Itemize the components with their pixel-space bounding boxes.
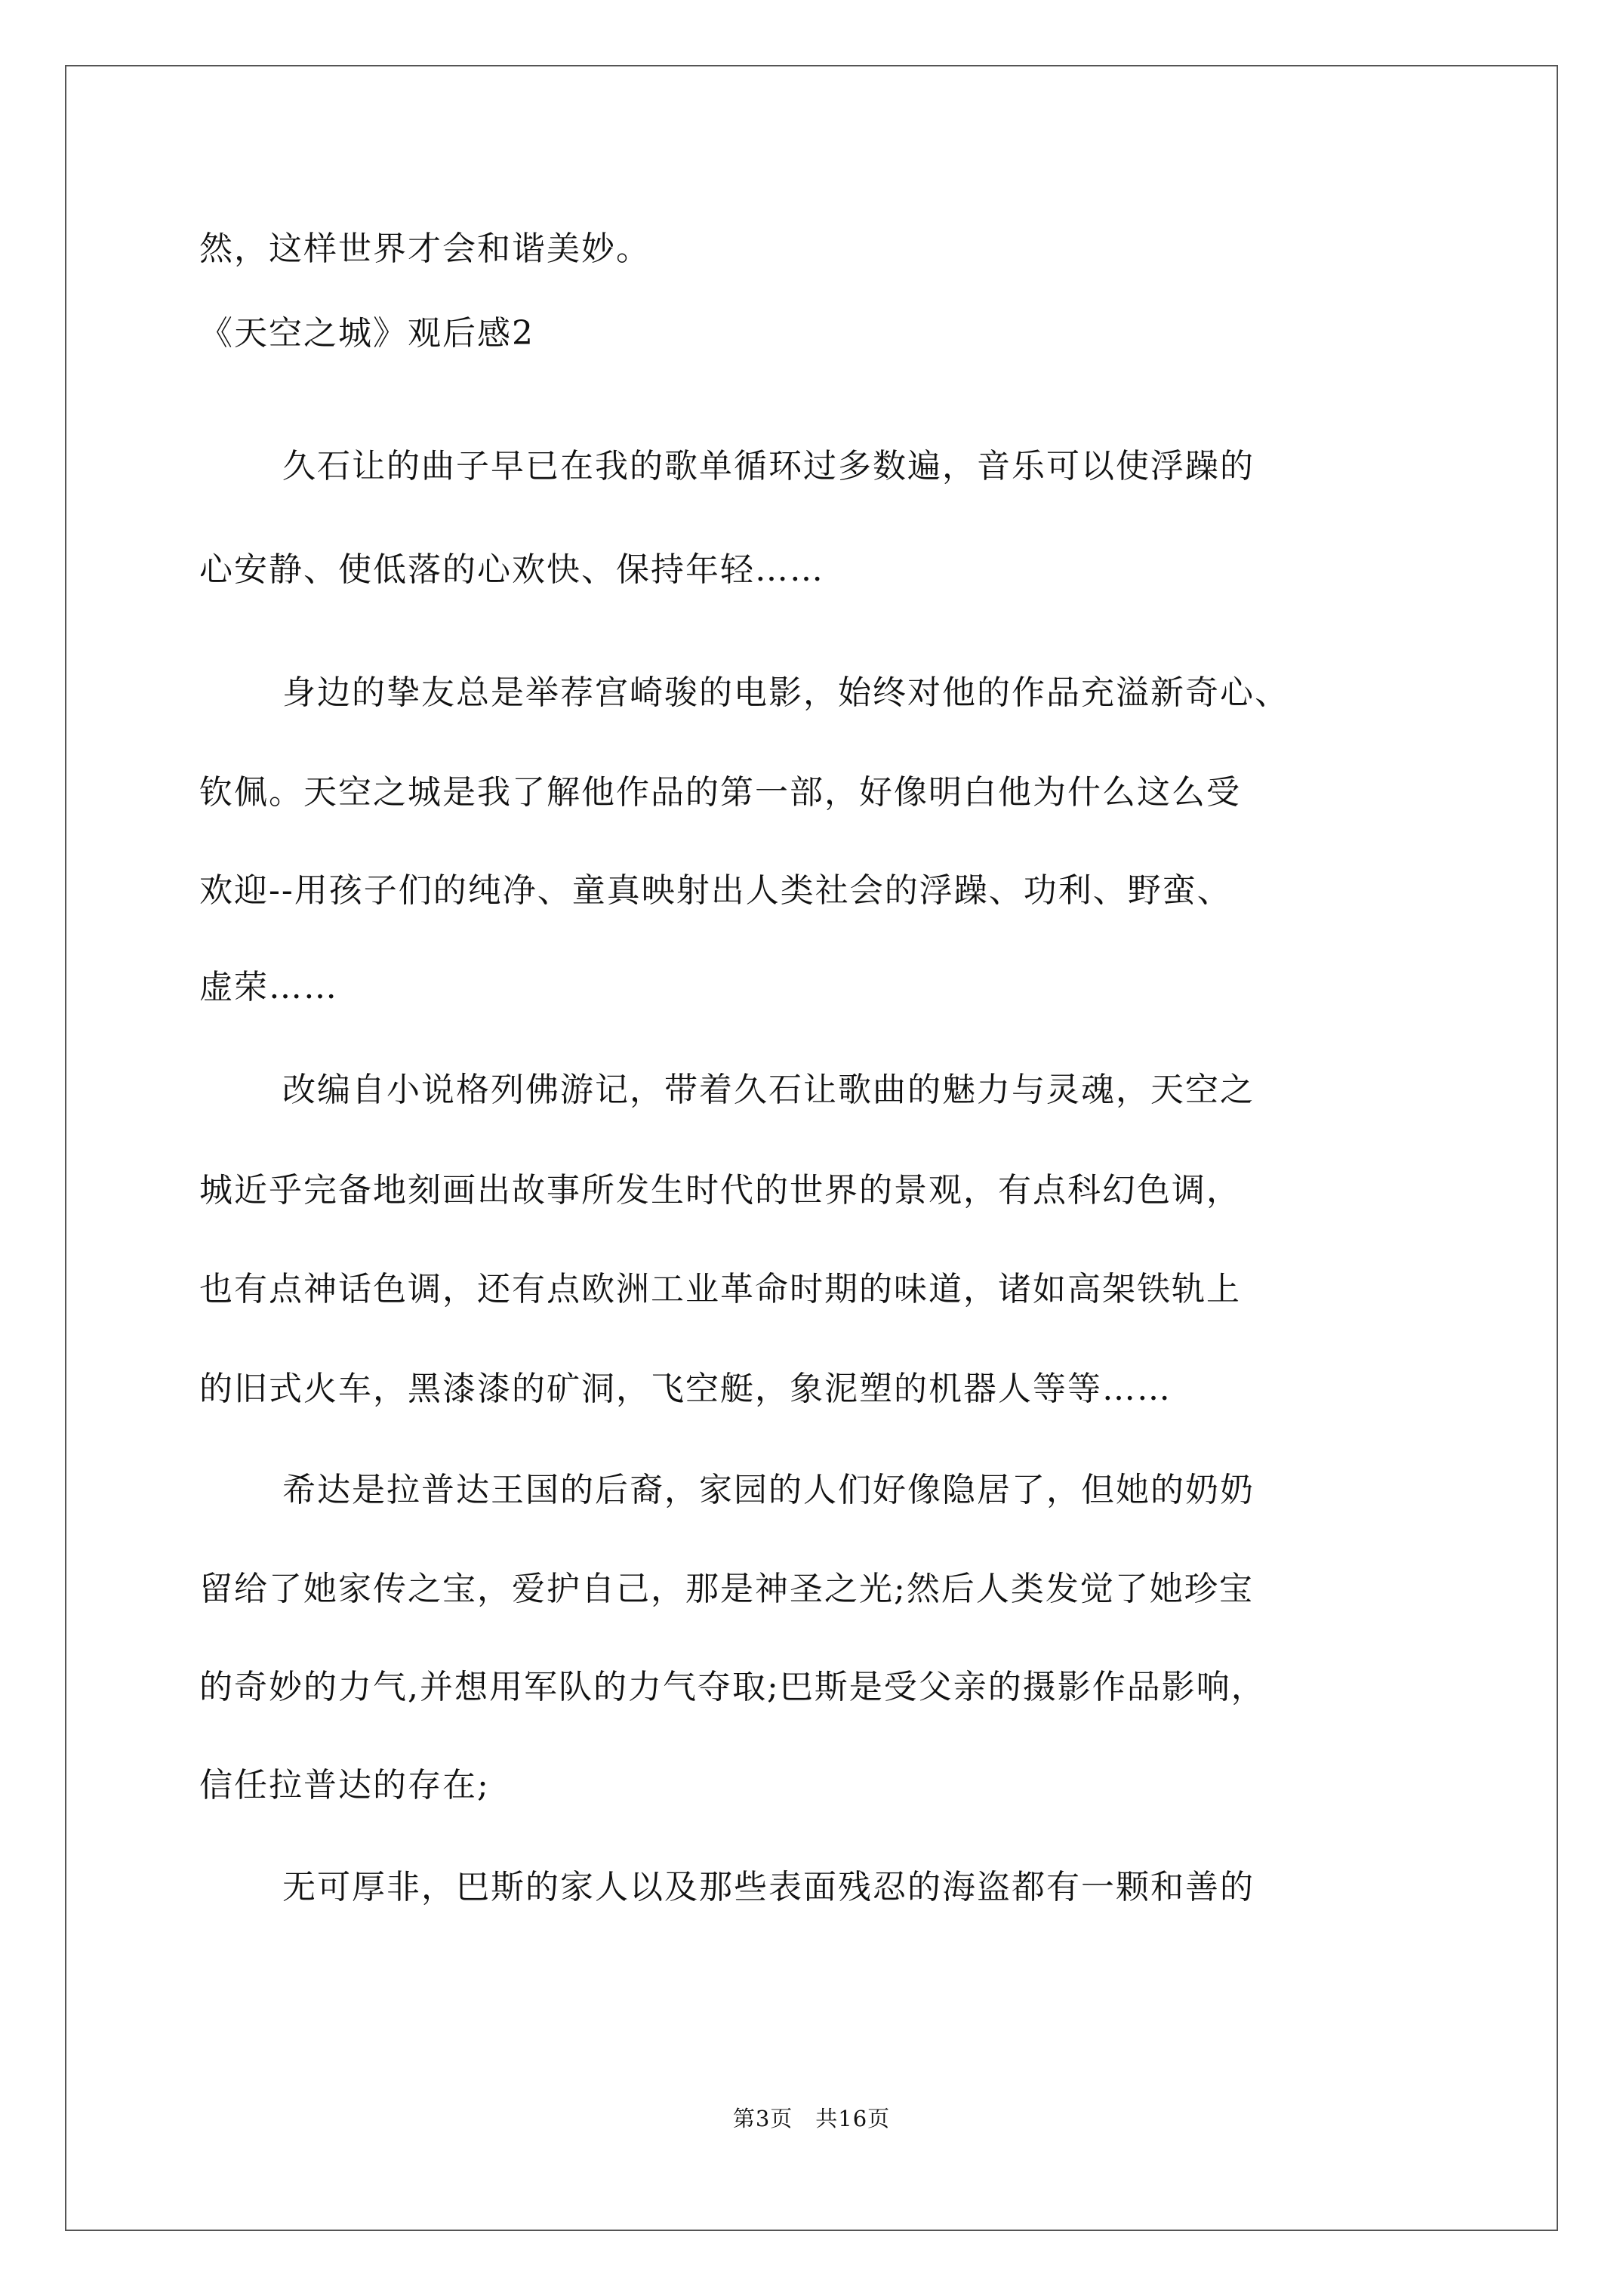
paragraph-line: 虚荣……: [199, 968, 338, 1006]
paragraph-line: 的奇妙的力气,并想用军队的力气夺取;巴斯是受父亲的摄影作品影响，: [199, 1668, 1266, 1706]
paragraph-line: 留给了她家传之宝，爱护自己，那是神圣之光;然后人类发觉了她珍宝: [199, 1570, 1254, 1608]
text-line: 然，这样世界才会和谐美妙。: [199, 230, 651, 268]
paragraph-line: 的旧式火车，黑漆漆的矿洞，飞空艇，象泥塑的机器人等等……: [199, 1370, 1172, 1408]
paragraph-line: 欢迎--用孩子们的纯净、童真映射出人类社会的浮躁、功利、野蛮、: [199, 871, 1232, 910]
paragraph-line: 钦佩。天空之城是我了解他作品的第一部，好像明白他为什么这么受: [199, 773, 1241, 812]
paragraph-line: 身边的挚友总是举荐宫崎骏的电影，始终对他的作品充溢新奇心、: [282, 673, 1289, 712]
paragraph-line: 无可厚非，巴斯的家人以及那些表面残忍的海盗都有一颗和善的: [282, 1868, 1255, 1906]
page-number-footer: 第3页 共16页: [732, 2106, 891, 2131]
section-heading: 《天空之城》观后感2: [199, 314, 534, 353]
paragraph-line: 也有点神话色调，还有点欧洲工业革命时期的味道，诸如高架铁轨上: [199, 1270, 1241, 1308]
paragraph-line: 心安静、使低落的心欢快、保持年轻……: [199, 550, 824, 589]
paragraph-line: 城近乎完备地刻画出故事所发生时代的世界的景观，有点科幻色调，: [199, 1171, 1241, 1210]
paragraph-line: 久石让的曲子早已在我的歌单循环过多数遍，音乐可以使浮躁的: [282, 447, 1255, 485]
paragraph-line: 希达是拉普达王国的后裔，家园的人们好像隐居了，但她的奶奶: [282, 1471, 1255, 1509]
paragraph-line: 信任拉普达的存在;: [199, 1766, 490, 1804]
paragraph-line: 改编自小说格列佛游记，带着久石让歌曲的魅力与灵魂，天空之: [282, 1071, 1255, 1109]
